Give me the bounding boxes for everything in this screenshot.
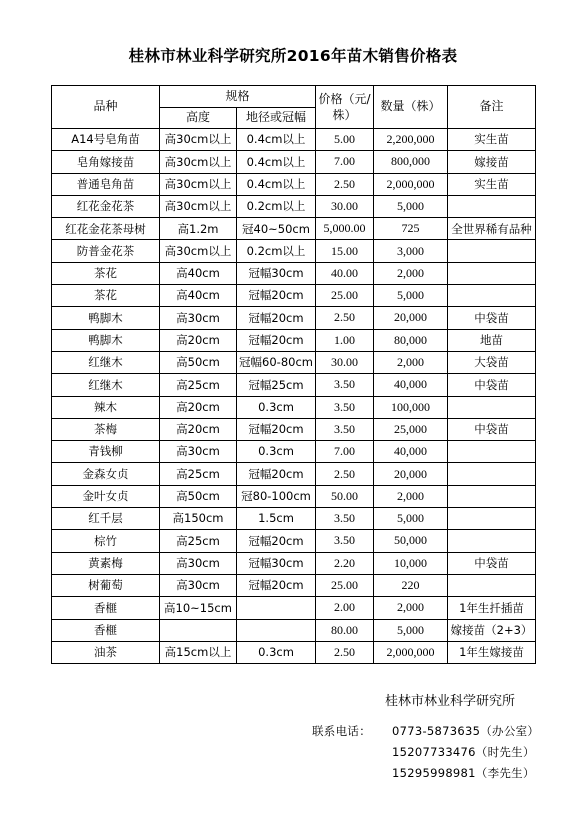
- cell-price: 3.50: [316, 374, 374, 396]
- cell-diameter: 0.4cm以上: [237, 151, 316, 173]
- cell-qty: 2,000: [374, 597, 448, 619]
- cell-height: 高30cm: [160, 441, 237, 463]
- cell-qty: 10,000: [374, 552, 448, 574]
- cell-note: 中袋苗: [448, 418, 536, 440]
- cell-height: 高50cm: [160, 485, 237, 507]
- cell-price: 25.00: [316, 574, 374, 596]
- cell-note: 实生苗: [448, 173, 536, 195]
- cell-diameter: 0.3cm: [237, 396, 316, 418]
- cell-height: 高30cm: [160, 307, 237, 329]
- cell-price: 2.00: [316, 597, 374, 619]
- cell-name: 鸭脚木: [52, 307, 160, 329]
- cell-price: 3.50: [316, 418, 374, 440]
- cell-diameter: 0.3cm: [237, 641, 316, 663]
- cell-height: 高1.2m: [160, 218, 237, 240]
- cell-qty: 2,200,000: [374, 129, 448, 151]
- cell-diameter: 冠幅30cm: [237, 262, 316, 284]
- cell-qty: 5,000: [374, 285, 448, 307]
- cell-qty: 100,000: [374, 396, 448, 418]
- header-name: 品种: [52, 86, 160, 129]
- cell-note: 1年生嫁接苗: [448, 641, 536, 663]
- cell-qty: 2,000: [374, 351, 448, 373]
- cell-height: 高30cm以上: [160, 151, 237, 173]
- cell-name: 红继木: [52, 374, 160, 396]
- table-row: [52, 418, 536, 440]
- cell-height: 高30cm以上: [160, 240, 237, 262]
- cell-qty: 2,000,000: [374, 641, 448, 663]
- contact-phone-2: 15207733476（时先生）: [392, 745, 535, 759]
- cell-height: [160, 619, 237, 641]
- table-row: [52, 441, 536, 463]
- table-row: [52, 552, 536, 574]
- cell-price: 5,000.00: [316, 218, 374, 240]
- cell-qty: 800,000: [374, 151, 448, 173]
- table-row: [52, 262, 536, 284]
- table-row: [52, 195, 536, 217]
- cell-diameter: 冠幅20cm: [237, 329, 316, 351]
- table-row: [52, 530, 536, 552]
- cell-qty: 2,000: [374, 262, 448, 284]
- cell-name: 红继木: [52, 351, 160, 373]
- cell-price: 5.00: [316, 129, 374, 151]
- cell-note: 中袋苗: [448, 307, 536, 329]
- cell-price: 7.00: [316, 441, 374, 463]
- cell-height: 高30cm: [160, 552, 237, 574]
- cell-qty: 20,000: [374, 463, 448, 485]
- cell-price: 2.50: [316, 307, 374, 329]
- table-row: [52, 508, 536, 530]
- cell-price: 3.50: [316, 508, 374, 530]
- cell-height: 高25cm: [160, 374, 237, 396]
- cell-name: 茶花: [52, 285, 160, 307]
- cell-price: 2.20: [316, 552, 374, 574]
- table-row: [52, 351, 536, 373]
- cell-name: 香榧: [52, 597, 160, 619]
- cell-price: 1.00: [316, 329, 374, 351]
- cell-note: 嫁接苗: [448, 151, 536, 173]
- cell-note: [448, 485, 536, 507]
- table-row: [52, 374, 536, 396]
- cell-price: 2.50: [316, 173, 374, 195]
- table-row: [52, 597, 536, 619]
- cell-height: 高40cm: [160, 262, 237, 284]
- cell-qty: 5,000: [374, 195, 448, 217]
- cell-qty: 40,000: [374, 441, 448, 463]
- contact-label: 联系电话：: [312, 724, 371, 738]
- cell-qty: 5,000: [374, 619, 448, 641]
- table-row: [52, 173, 536, 195]
- cell-name: 茶花: [52, 262, 160, 284]
- header-qty: 数量（株）: [374, 86, 448, 129]
- cell-height: 高25cm: [160, 463, 237, 485]
- cell-diameter: 冠幅60-80cm: [237, 351, 316, 373]
- page-title: 桂林市林业科学研究所2016年苗木销售价格表: [128, 47, 458, 65]
- header-spec: 规格: [160, 86, 316, 108]
- cell-note: 地苗: [448, 329, 536, 351]
- table-row: [52, 151, 536, 173]
- cell-name: 红花金花茶: [52, 195, 160, 217]
- cell-note: [448, 240, 536, 262]
- table-row: [52, 641, 536, 663]
- cell-name: 棕竹: [52, 530, 160, 552]
- table-row: [52, 218, 536, 240]
- cell-qty: 50,000: [374, 530, 448, 552]
- contact-phone-3: 15295998981（李先生）: [392, 766, 535, 780]
- cell-note: 1年生扦插苗: [448, 597, 536, 619]
- cell-qty: 2,000: [374, 485, 448, 507]
- cell-name: 皂角嫁接苗: [52, 151, 160, 173]
- cell-price: 3.50: [316, 396, 374, 418]
- cell-qty: 3,000: [374, 240, 448, 262]
- cell-diameter: 冠幅30cm: [237, 552, 316, 574]
- cell-name: 青钱柳: [52, 441, 160, 463]
- cell-name: 红花金花茶母树: [52, 218, 160, 240]
- cell-name: 普通皂角苗: [52, 173, 160, 195]
- cell-height: 高20cm: [160, 396, 237, 418]
- cell-price: 25.00: [316, 285, 374, 307]
- cell-height: 高15cm以上: [160, 641, 237, 663]
- cell-price: 80.00: [316, 619, 374, 641]
- cell-name: 鸭脚木: [52, 329, 160, 351]
- table-row: [52, 396, 536, 418]
- cell-price: 30.00: [316, 351, 374, 373]
- cell-note: 全世界稀有品种: [448, 218, 536, 240]
- cell-price: 40.00: [316, 262, 374, 284]
- cell-name: 香榧: [52, 619, 160, 641]
- cell-price: 7.00: [316, 151, 374, 173]
- header-note: 备注: [448, 86, 536, 129]
- table-row: [52, 574, 536, 596]
- cell-note: [448, 285, 536, 307]
- cell-note: [448, 262, 536, 284]
- cell-name: 油茶: [52, 641, 160, 663]
- cell-name: 黄素梅: [52, 552, 160, 574]
- cell-diameter: 0.2cm以上: [237, 195, 316, 217]
- header-height: 高度: [160, 108, 237, 129]
- cell-diameter: 冠80-100cm: [237, 485, 316, 507]
- cell-diameter: 冠幅20cm: [237, 307, 316, 329]
- cell-name: 金森女贞: [52, 463, 160, 485]
- footer-org: 桂林市林业科学研究所: [385, 694, 516, 709]
- cell-diameter: 0.3cm: [237, 441, 316, 463]
- cell-height: 高30cm以上: [160, 129, 237, 151]
- table-row: [52, 463, 536, 485]
- cell-qty: 725: [374, 218, 448, 240]
- cell-note: 中袋苗: [448, 552, 536, 574]
- cell-name: 红千层: [52, 508, 160, 530]
- cell-height: 高30cm: [160, 574, 237, 596]
- cell-height: 高20cm: [160, 418, 237, 440]
- cell-name: 金叶女贞: [52, 485, 160, 507]
- cell-diameter: 0.4cm以上: [237, 129, 316, 151]
- cell-diameter: 冠幅20cm: [237, 530, 316, 552]
- cell-qty: 40,000: [374, 374, 448, 396]
- table-row: [52, 485, 536, 507]
- contact-phone-1: 0773-5873635（办公室）: [392, 724, 540, 738]
- cell-qty: 25,000: [374, 418, 448, 440]
- cell-name: 茶梅: [52, 418, 160, 440]
- table-row: [52, 240, 536, 262]
- header-diameter: 地径或冠幅: [237, 108, 316, 129]
- cell-height: 高25cm: [160, 530, 237, 552]
- cell-height: 高20cm: [160, 329, 237, 351]
- price-table: [51, 85, 536, 664]
- cell-name: 树葡萄: [52, 574, 160, 596]
- cell-diameter: 冠幅25cm: [237, 374, 316, 396]
- header-price: 价格（元/ 株）: [316, 86, 374, 129]
- cell-note: [448, 574, 536, 596]
- cell-diameter: 冠40~50cm: [237, 218, 316, 240]
- cell-note: [448, 530, 536, 552]
- cell-height: 高150cm: [160, 508, 237, 530]
- contact-line-1: [312, 723, 539, 739]
- cell-note: 实生苗: [448, 129, 536, 151]
- cell-height: 高30cm以上: [160, 195, 237, 217]
- cell-qty: 5,000: [374, 508, 448, 530]
- cell-diameter: 冠幅20cm: [237, 463, 316, 485]
- cell-height: 高30cm以上: [160, 173, 237, 195]
- cell-name: 防普金花茶: [52, 240, 160, 262]
- cell-name: A14号皂角苗: [52, 129, 160, 151]
- cell-note: [448, 463, 536, 485]
- cell-name: 辣木: [52, 396, 160, 418]
- cell-note: 中袋苗: [448, 374, 536, 396]
- cell-price: 15.00: [316, 240, 374, 262]
- table-row: [52, 307, 536, 329]
- cell-note: [448, 508, 536, 530]
- cell-note: [448, 441, 536, 463]
- cell-qty: 80,000: [374, 329, 448, 351]
- cell-price: 2.50: [316, 641, 374, 663]
- table-row: [52, 285, 536, 307]
- cell-diameter: 冠幅20cm: [237, 418, 316, 440]
- cell-note: 嫁接苗（2+3）: [448, 619, 536, 641]
- table-row: [52, 129, 536, 151]
- cell-height: 高40cm: [160, 285, 237, 307]
- cell-diameter: 0.2cm以上: [237, 240, 316, 262]
- cell-note: [448, 195, 536, 217]
- cell-diameter: 1.5cm: [237, 508, 316, 530]
- cell-price: 2.50: [316, 463, 374, 485]
- cell-price: 3.50: [316, 530, 374, 552]
- cell-qty: 20,000: [374, 307, 448, 329]
- cell-price: 30.00: [316, 195, 374, 217]
- table-row: [52, 619, 536, 641]
- cell-price: 50.00: [316, 485, 374, 507]
- cell-diameter: 冠幅20cm: [237, 574, 316, 596]
- cell-note: 大袋苗: [448, 351, 536, 373]
- cell-note: [448, 396, 536, 418]
- cell-diameter: 0.4cm以上: [237, 173, 316, 195]
- cell-diameter: 冠幅20cm: [237, 285, 316, 307]
- table-row: [52, 329, 536, 351]
- cell-diameter: [237, 597, 316, 619]
- cell-height: 高10~15cm: [160, 597, 237, 619]
- contact-line-2: [312, 744, 535, 760]
- cell-height: 高50cm: [160, 351, 237, 373]
- cell-qty: 220: [374, 574, 448, 596]
- cell-qty: 2,000,000: [374, 173, 448, 195]
- cell-diameter: [237, 619, 316, 641]
- contact-line-3: [312, 765, 535, 781]
- price-table-body: [52, 129, 536, 664]
